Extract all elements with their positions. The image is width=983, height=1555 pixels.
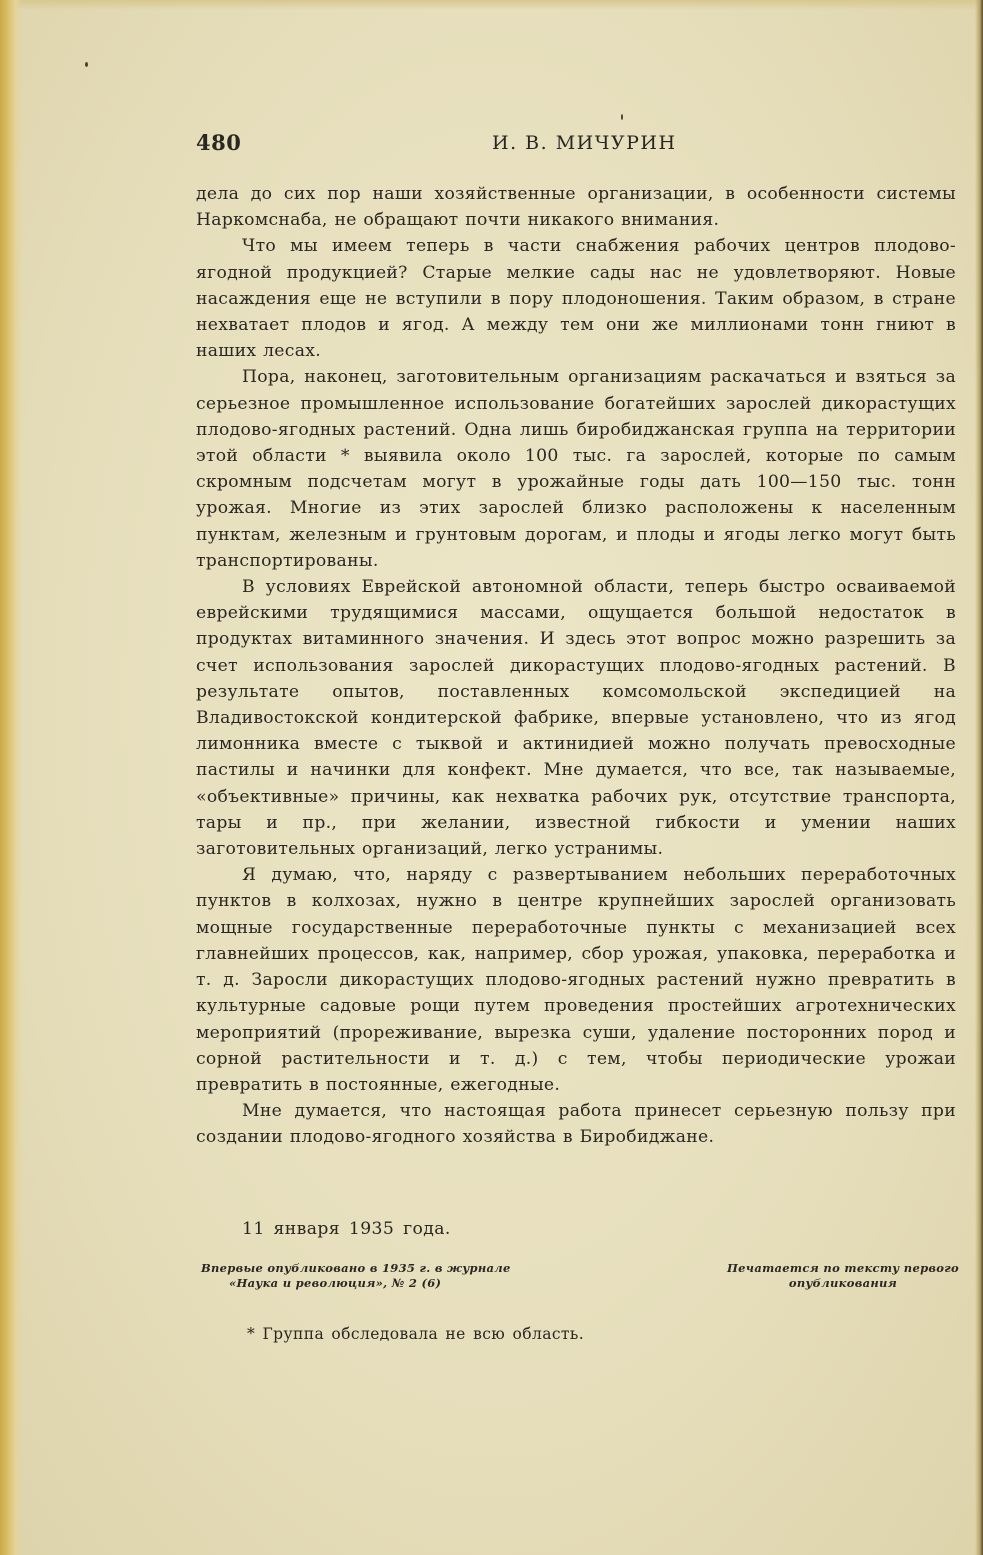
- date-line: 11 января 1935 года.: [242, 1219, 451, 1239]
- paragraph: В условиях Еврейской автономной области, теперь быстро осваиваемой еврейскими трудящимися массами, ощущается большой недостаток в продуктах витаминного значения. И здесь этот вопрос можно разрешить за счет использования зарослей дикорастущих плодово-ягодных растений. В результате опытов, поставленных комсомольской экспедицией на Владивостокской кондитерской фабрике, впервые установлено, что из ягод лимонника вместе с тыквой и актинидией можно получать превосходные пастилы и начинки для конфект. Мне думается, что все, так называемые, «объективные» причины, как нехватка рабочих рук, отсутствие транспорта, тары и пр., при желании, известной гибкости и умении наших заготовительных организаций, легко устранимы.: [196, 577, 956, 860]
- page-edge-top: [0, 0, 983, 10]
- source-text-line-2: опубликования: [788, 1276, 898, 1290]
- paragraph: дела до сих пор наши хозяйственные организации, в особенности системы Наркомснаба, не обращают почти никакого внимания.: [196, 184, 956, 231]
- main-text: [196, 181, 956, 1151]
- source-text-note: [712, 1261, 974, 1291]
- paper-speck: [621, 114, 623, 120]
- page-edge-right: [975, 0, 983, 1555]
- running-title: И. В. МИЧУРИН: [492, 132, 677, 154]
- first-publication-line-2: «Наука и революция», № 2 (6): [229, 1276, 442, 1290]
- paragraph: Мне думается, что настоящая работа принесет серьезную пользу при создании плодово-ягодного хозяйства в Биробиджане.: [196, 1101, 956, 1148]
- paragraph: Пора, наконец, заготовительным организациям раскачаться и взяться за серьезное промышленное использование богатейших зарослей дикорастущих плодово-ягодных растений. Одна лишь биробиджанская группа на территории этой области * выявила около 100 тыс. га зарослей, которые по самым скромным подсчетам могут в урожайные годы дать 100—150 тыс. тонн урожая. Многие из этих зарослей близко расположены к населенным пунктам, железным и грунтовым дорогам, и плоды и ягоды легко могут быть транспортированы.: [196, 367, 956, 571]
- source-text-line-1: Печатается по тексту первого: [727, 1261, 959, 1275]
- first-publication-line-1: Впервые опубликовано в 1935 г. в журнале: [201, 1261, 511, 1275]
- page-edge-gilded: [0, 0, 22, 1555]
- paragraph: Что мы имеем теперь в части снабжения рабочих центров плодово-ягодной продукцией? Старые мелкие сады нас не удовлетворяют. Новые насаждения еще не вступили в пору плодоношения. Таким образом, в стране нехватает плодов и ягод. А между тем они же миллионами тонн гниют в наших лесах.: [196, 236, 956, 362]
- paragraph: Я думаю, что, наряду с развертыванием небольших переработочных пунктов в колхозах, нужно в центре крупнейших зарослей организовать мощные государственные переработочные пункты с механизацией всех главнейших процессов, как, например, сбор урожая, упаковка, переработка и т. д. Заросли дикорастущих плодово-ягодных растений нужно превратить в культурные садовые рощи путем проведения простейших агротехнических мероприятий (прореживание, вырезка суши, удаление посторонних пород и сорной растительности и т. д.) с тем, чтобы периодические урожаи превратить в постоянные, ежегодные.: [196, 865, 956, 1095]
- paper-speck: [85, 62, 88, 67]
- running-head: [196, 130, 956, 160]
- footnote: * Группа обследовала не всю область.: [247, 1325, 585, 1343]
- first-publication-note: [201, 1261, 561, 1291]
- page-number: 480: [196, 130, 242, 155]
